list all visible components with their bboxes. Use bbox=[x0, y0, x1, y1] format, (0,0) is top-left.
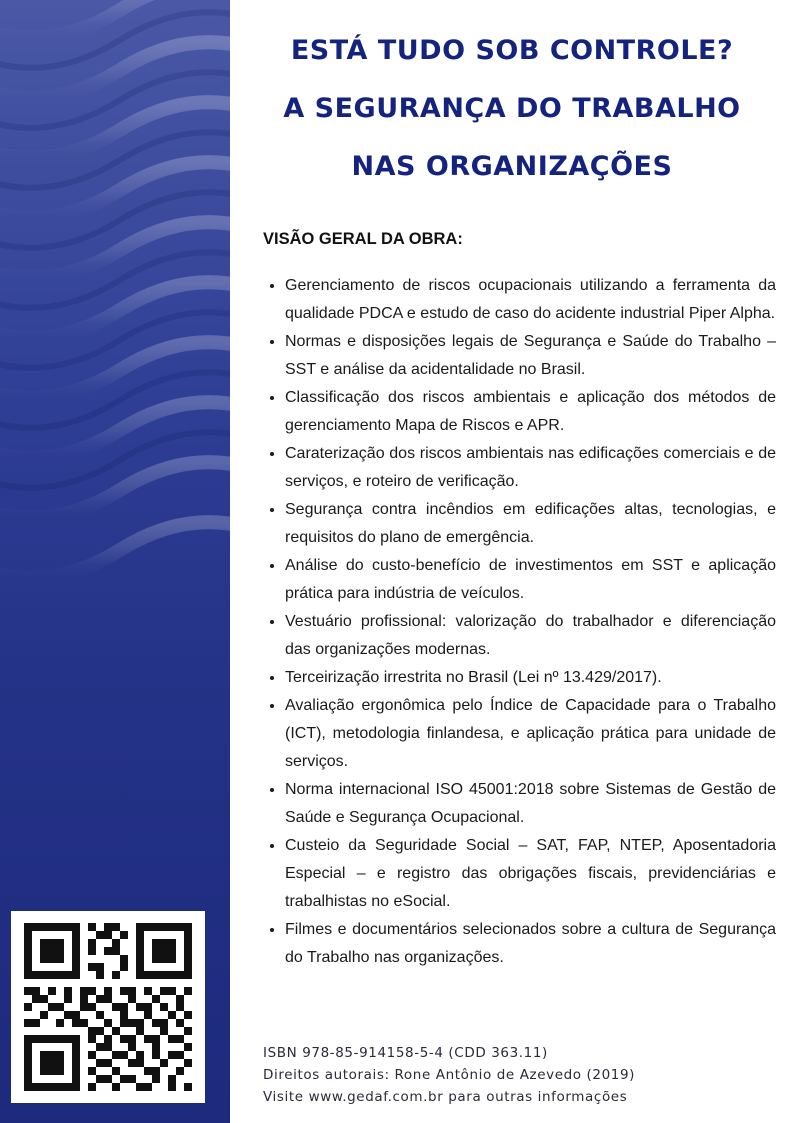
list-item: • Classificação dos riscos ambientais e aplicação dos métodos de gerenciamento Mapa de Riscos e APR. bbox=[285, 384, 776, 440]
list-item: • Filmes e documentários selecionados sobre a cultura de Segurança do Trabalho nas organizações. bbox=[285, 916, 776, 972]
website-text: Visite www.gedaf.com.br para outras informações bbox=[263, 1089, 628, 1105]
title-line-1: ESTÁ TUDO SOB CONTROLE? bbox=[290, 35, 734, 66]
list-item: • Análise do custo-benefício de investimentos em SST e aplicação prática para indústria de veículos. bbox=[285, 552, 776, 608]
copyright-text: Direitos autorais: Rone Antônio de Azevedo (2019) bbox=[263, 1067, 636, 1083]
title-line-3: NAS ORGANIZAÇÕES bbox=[351, 151, 673, 182]
list-item: • Normas e disposições legais de Segurança e Saúde do Trabalho – SST e análise da acidentalidade no Brasil. bbox=[285, 328, 776, 384]
publication-footer bbox=[263, 1042, 783, 1108]
list-item: • Gerenciamento de riscos ocupacionais utilizando a ferramenta da qualidade PDCA e estudo de caso do acidente industrial Piper Alpha. bbox=[285, 272, 776, 328]
main-content bbox=[230, 0, 794, 1123]
list-item: • Norma internacional ISO 45001:2018 sobre Sistemas de Gestão de Saúde e Segurança Ocupacional. bbox=[285, 776, 776, 832]
overview-list bbox=[263, 272, 776, 972]
sidebar-panel bbox=[0, 0, 230, 1123]
list-item: • Custeio da Seguridade Social – SAT, FAP, NTEP, Aposentadoria Especial – e registro das obrigações fiscais, previdenciárias e trabalhistas no eSocial. bbox=[285, 832, 776, 916]
isbn-text: ISBN 978-85-914158-5-4 (CDD 363.11) bbox=[263, 1045, 548, 1061]
list-item: • Vestuário profissional: valorização do trabalhador e diferenciação das organizações modernas. bbox=[285, 608, 776, 664]
overview-heading: VISÃO GERAL DA OBRA: bbox=[263, 230, 463, 248]
qr-code bbox=[11, 911, 205, 1103]
page-title bbox=[230, 22, 794, 196]
title-line-2: A SEGURANÇA DO TRABALHO bbox=[283, 93, 741, 124]
list-item: • Avaliação ergonômica pelo Índice de Capacidade para o Trabalho (ICT), metodologia finlandesa, e aplicação prática para unidade de serviços. bbox=[285, 692, 776, 776]
list-item: • Segurança contra incêndios em edificações altas, tecnologias, e requisitos do plano de emergência. bbox=[285, 496, 776, 552]
qr-code-icon bbox=[24, 923, 192, 1091]
list-item: • Caraterização dos riscos ambientais nas edificações comerciais e de serviços, e roteiro de verificação. bbox=[285, 440, 776, 496]
list-item: • Terceirização irrestrita no Brasil (Lei nº 13.429/2017). bbox=[285, 664, 776, 692]
